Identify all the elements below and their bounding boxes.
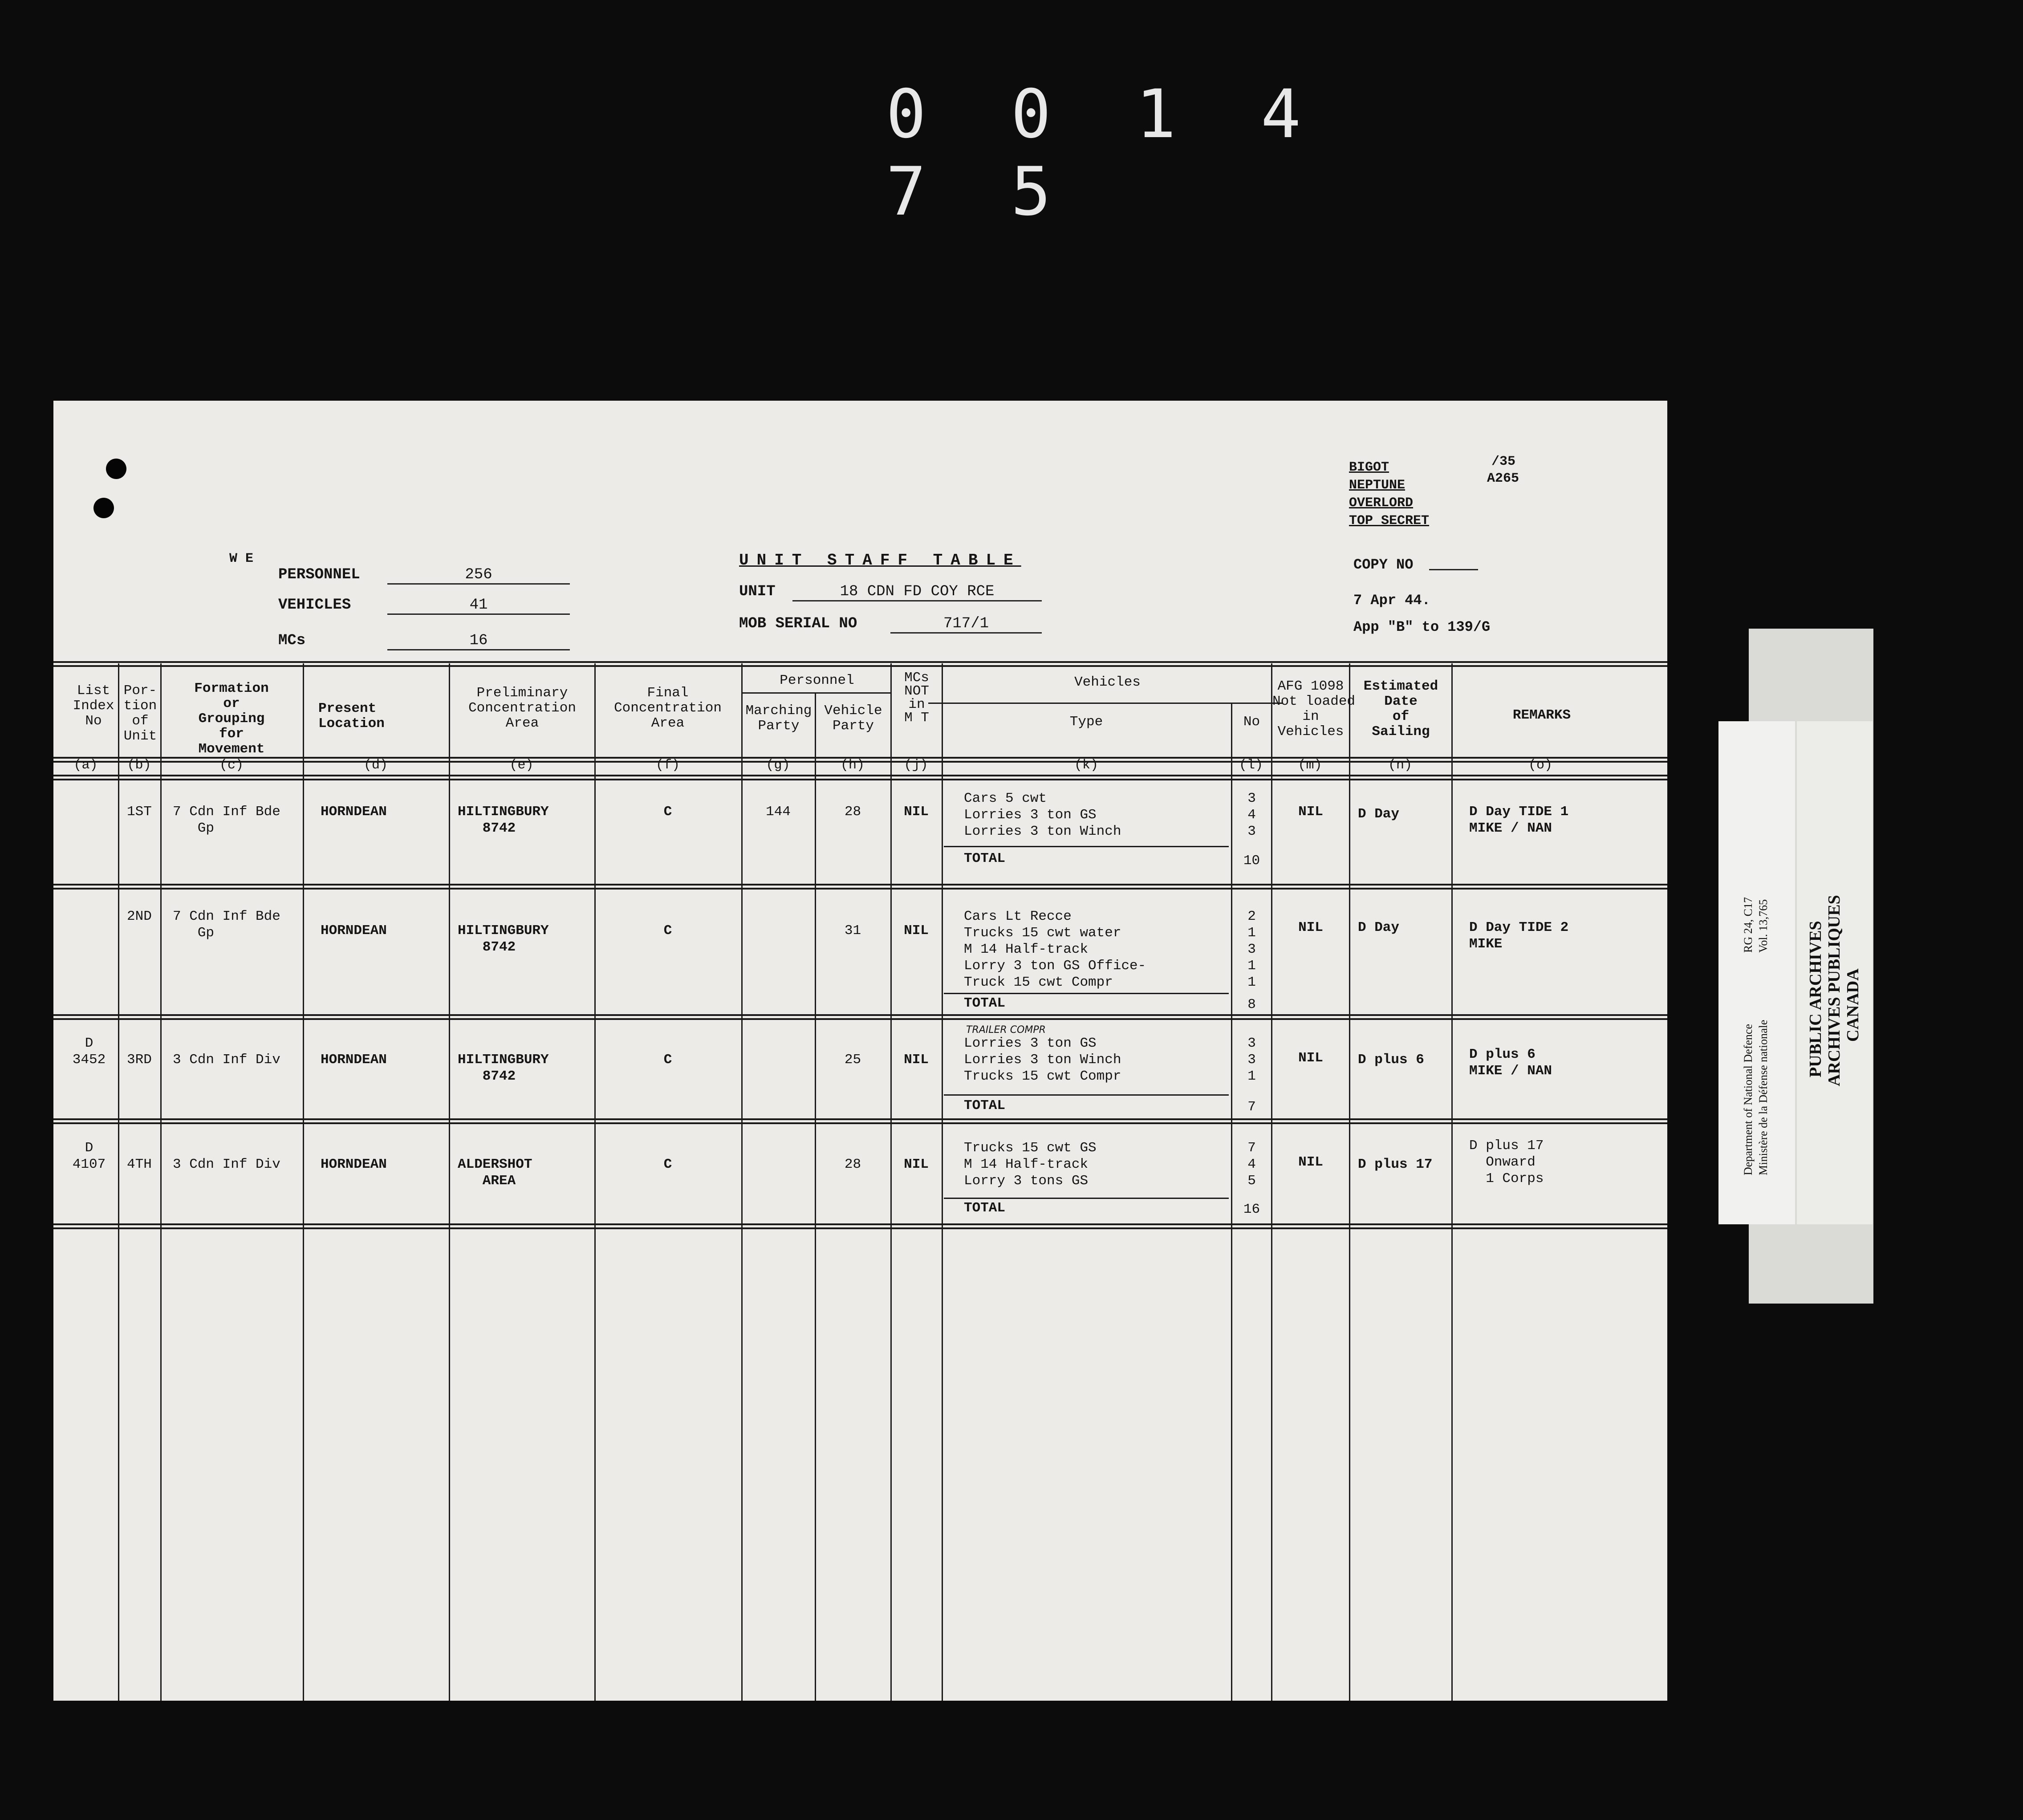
- row-present-location: HORNDEAN: [321, 1052, 387, 1068]
- row-sailing: D Day: [1358, 806, 1400, 822]
- personnel-value: 256: [387, 566, 570, 585]
- total-rule: [944, 846, 1229, 847]
- col-vehicles: Vehicles: [1074, 674, 1141, 690]
- classification-line: NEPTUNE: [1349, 478, 1406, 493]
- col-formation: Formation or Grouping for Movement: [194, 681, 269, 757]
- total-rule: [944, 993, 1229, 994]
- ref-top: /35: [1491, 454, 1516, 469]
- copy-no-line: [1429, 569, 1478, 570]
- row-final-area: C: [663, 1157, 672, 1172]
- vehicles-value: 41: [387, 597, 570, 615]
- row-vehicle-party: 25: [844, 1052, 861, 1068]
- row-final-area: C: [663, 804, 672, 820]
- row-afg: NIL: [1298, 1154, 1323, 1170]
- row-vehicle-party: 28: [844, 804, 861, 820]
- unit-label: UNIT: [739, 583, 776, 600]
- document-sheet: [53, 401, 1667, 1701]
- row-vehicle-party: 28: [844, 1157, 861, 1172]
- row-vehicle-types: Lorries 3 ton GS Lorries 3 ton Winch Trucks 15 cwt Compr: [964, 1036, 1121, 1084]
- column-rule: [594, 663, 596, 1701]
- table-title: UNIT STAFF TABLE: [739, 551, 1021, 569]
- row-portion: 2ND: [127, 909, 152, 924]
- row-total-label: TOTAL: [964, 995, 1006, 1011]
- row-preliminary-area: ALDERSHOT AREA: [458, 1157, 532, 1189]
- row-present-location: HORNDEAN: [321, 923, 387, 938]
- column-rule: [1349, 663, 1350, 1701]
- row-rule: [53, 1223, 1667, 1229]
- col-letter: (e): [509, 758, 534, 773]
- col-vehicle-no: No: [1243, 714, 1260, 730]
- archive-tag-right: [1797, 721, 1873, 1224]
- col-sailing-date: Estimated Date of Sailing: [1363, 678, 1438, 739]
- column-rule: [449, 663, 450, 1701]
- mob-serial-value: 717/1: [890, 615, 1042, 634]
- col-letter: (n): [1388, 758, 1412, 773]
- col-final-area: Final Concentration Area: [614, 685, 722, 731]
- col-afg-1098: AFG 1098 Not loaded in Vehicles: [1272, 678, 1356, 739]
- row-total-label: TOTAL: [964, 851, 1006, 866]
- mcs-label: MCs: [278, 632, 306, 649]
- col-personnel: Personnel: [780, 673, 854, 688]
- tag-dept-fr: Ministère de la Défense nationale: [1757, 1020, 1770, 1175]
- row-rule: [53, 884, 1667, 890]
- tag-ref-line2: Vol. 13,765: [1757, 899, 1770, 953]
- col-vehicle-type: Type: [1069, 714, 1103, 730]
- col-remarks: REMARKS: [1512, 707, 1571, 723]
- row-mcs: NIL: [904, 923, 929, 938]
- col-letter: (a): [73, 758, 98, 773]
- row-total: 7: [1247, 1099, 1256, 1115]
- row-preliminary-area: HILTINGBURY 8742: [458, 923, 549, 955]
- row-present-location: HORNDEAN: [321, 804, 387, 820]
- col-list-index: List Index No: [73, 683, 114, 729]
- row-vehicle-numbers: 7 4 5: [1247, 1140, 1256, 1189]
- col-letter: (h): [840, 758, 865, 773]
- col-letter: (d): [363, 758, 388, 773]
- row-formation: 3 Cdn Inf Div: [173, 1157, 280, 1172]
- document-date: 7 Apr 44.: [1353, 592, 1430, 609]
- appendix-ref: App "B" to 139/G: [1353, 619, 1491, 635]
- row-formation: 3 Cdn Inf Div: [173, 1052, 280, 1068]
- ref-bottom: A265: [1487, 471, 1519, 486]
- row-total: 16: [1243, 1202, 1260, 1217]
- column-rule: [942, 663, 943, 1701]
- table-top-rule: [53, 661, 1667, 667]
- row-vehicle-party: 31: [844, 923, 861, 938]
- col-preliminary-area: Preliminary Concentration Area: [468, 685, 576, 731]
- we-label: W E: [229, 551, 254, 566]
- col-letter: (l): [1239, 758, 1263, 773]
- tag-country: CANADA: [1844, 968, 1862, 1042]
- row-vehicle-numbers: 2 1 3 1 1: [1247, 909, 1256, 990]
- row-present-location: HORNDEAN: [321, 1157, 387, 1172]
- row-vehicle-numbers: 3 3 1: [1247, 1036, 1256, 1084]
- col-letter: (c): [219, 758, 244, 773]
- total-rule: [944, 1094, 1229, 1096]
- tag-ref-line1: RG 24, C17: [1742, 897, 1755, 953]
- column-rule: [160, 663, 162, 1701]
- mob-serial-label: MOB SERIAL NO: [739, 615, 857, 632]
- row-preliminary-area: HILTINGBURY 8742: [458, 804, 549, 836]
- row-formation: 7 Cdn Inf Bde Gp: [173, 909, 280, 941]
- row-portion: 1ST: [127, 804, 152, 820]
- classification-block: [1349, 459, 1429, 530]
- unit-value: 18 CDN FD COY RCE: [792, 583, 1042, 601]
- row-final-area: C: [663, 923, 672, 938]
- punch-hole: [106, 459, 126, 479]
- tag-archive-fr: ARCHIVES PUBLIQUES: [1825, 895, 1844, 1086]
- col-letter: (m): [1298, 758, 1322, 773]
- row-vehicle-note: TRAILER COMPR: [966, 1024, 1046, 1036]
- row-preliminary-area: HILTINGBURY 8742: [458, 1052, 549, 1084]
- col-marching-party: Marching Party: [745, 703, 812, 734]
- classification-line: TOP SECRET: [1349, 513, 1430, 528]
- row-list-index: D 3452: [72, 1036, 106, 1068]
- row-total-label: TOTAL: [964, 1098, 1006, 1113]
- row-remarks: D plus 17 Onward 1 Corps: [1469, 1138, 1544, 1186]
- column-rule: [303, 663, 304, 1701]
- col-mcs-not-in-mt: MCs NOT in M T: [904, 670, 929, 726]
- classification-line: BIGOT: [1349, 460, 1389, 475]
- row-formation: 7 Cdn Inf Bde Gp: [173, 804, 280, 836]
- row-vehicle-types: Trucks 15 cwt GS M 14 Half-track Lorry 3 tons GS: [964, 1140, 1097, 1189]
- row-portion: 4TH: [127, 1157, 152, 1172]
- row-rule: [53, 1014, 1667, 1020]
- col-vehicle-party: Vehicle Party: [824, 703, 882, 734]
- row-mcs: NIL: [904, 804, 929, 820]
- tag-archive-en: PUBLIC ARCHIVES: [1806, 921, 1825, 1077]
- column-rule: [118, 663, 119, 1701]
- col-letter: (g): [766, 758, 790, 773]
- row-vehicle-types: Cars Lt Recce Trucks 15 cwt water M 14 Half-track Lorry 3 ton GS Office- Truck 15 cwt Compr: [964, 909, 1146, 990]
- punch-hole: [93, 498, 114, 518]
- row-marching-party: 144: [766, 804, 791, 820]
- row-afg: NIL: [1298, 920, 1323, 935]
- col-letter: (k): [1074, 758, 1098, 773]
- row-vehicle-numbers: 3 4 3: [1247, 791, 1256, 839]
- letters-bottom-rule: [53, 775, 1667, 780]
- frame-number: 0 0 1 4 7 5: [886, 76, 1324, 231]
- column-rule: [1451, 663, 1453, 1701]
- col-portion: Por- tion of Unit: [123, 683, 157, 744]
- copy-no-label: COPY NO: [1353, 557, 1414, 573]
- row-mcs: NIL: [904, 1052, 929, 1068]
- mcs-value: 16: [387, 632, 570, 650]
- row-list-index: D 4107: [72, 1140, 106, 1172]
- row-remarks: D Day TIDE 2 MIKE: [1469, 920, 1569, 952]
- col-present-location: Present Location: [318, 701, 385, 731]
- row-mcs: NIL: [904, 1157, 929, 1172]
- row-afg: NIL: [1298, 804, 1323, 820]
- classification-line: OVERLORD: [1349, 496, 1414, 511]
- row-sailing: D plus 6: [1358, 1052, 1424, 1068]
- row-total: 10: [1243, 853, 1260, 869]
- row-vehicle-types: Cars 5 cwt Lorries 3 ton GS Lorries 3 ton Winch: [964, 791, 1121, 839]
- row-total: 8: [1247, 997, 1256, 1012]
- col-letter: (j): [904, 758, 928, 773]
- row-final-area: C: [663, 1052, 672, 1068]
- tag-dept-en: Department of National Defence: [1742, 1024, 1755, 1175]
- row-portion: 3RD: [127, 1052, 152, 1068]
- column-rule: [815, 692, 816, 1701]
- row-sailing: D Day: [1358, 920, 1400, 935]
- total-rule: [944, 1198, 1229, 1199]
- row-afg: NIL: [1298, 1050, 1323, 1066]
- row-remarks: D Day TIDE 1 MIKE / NAN: [1469, 804, 1569, 836]
- col-letter: (b): [127, 758, 151, 773]
- row-total-label: TOTAL: [964, 1200, 1006, 1216]
- row-remarks: D plus 6 MIKE / NAN: [1469, 1047, 1552, 1079]
- archive-tag: [1718, 721, 1795, 1224]
- vehicles-subheader-rule: [928, 703, 1282, 704]
- row-rule: [53, 1118, 1667, 1124]
- row-sailing: D plus 17: [1358, 1157, 1433, 1172]
- col-letter: (f): [655, 758, 680, 773]
- personnel-label: PERSONNEL: [278, 566, 360, 583]
- col-letter: (o): [1528, 758, 1552, 773]
- vehicles-label: VEHICLES: [278, 597, 351, 613]
